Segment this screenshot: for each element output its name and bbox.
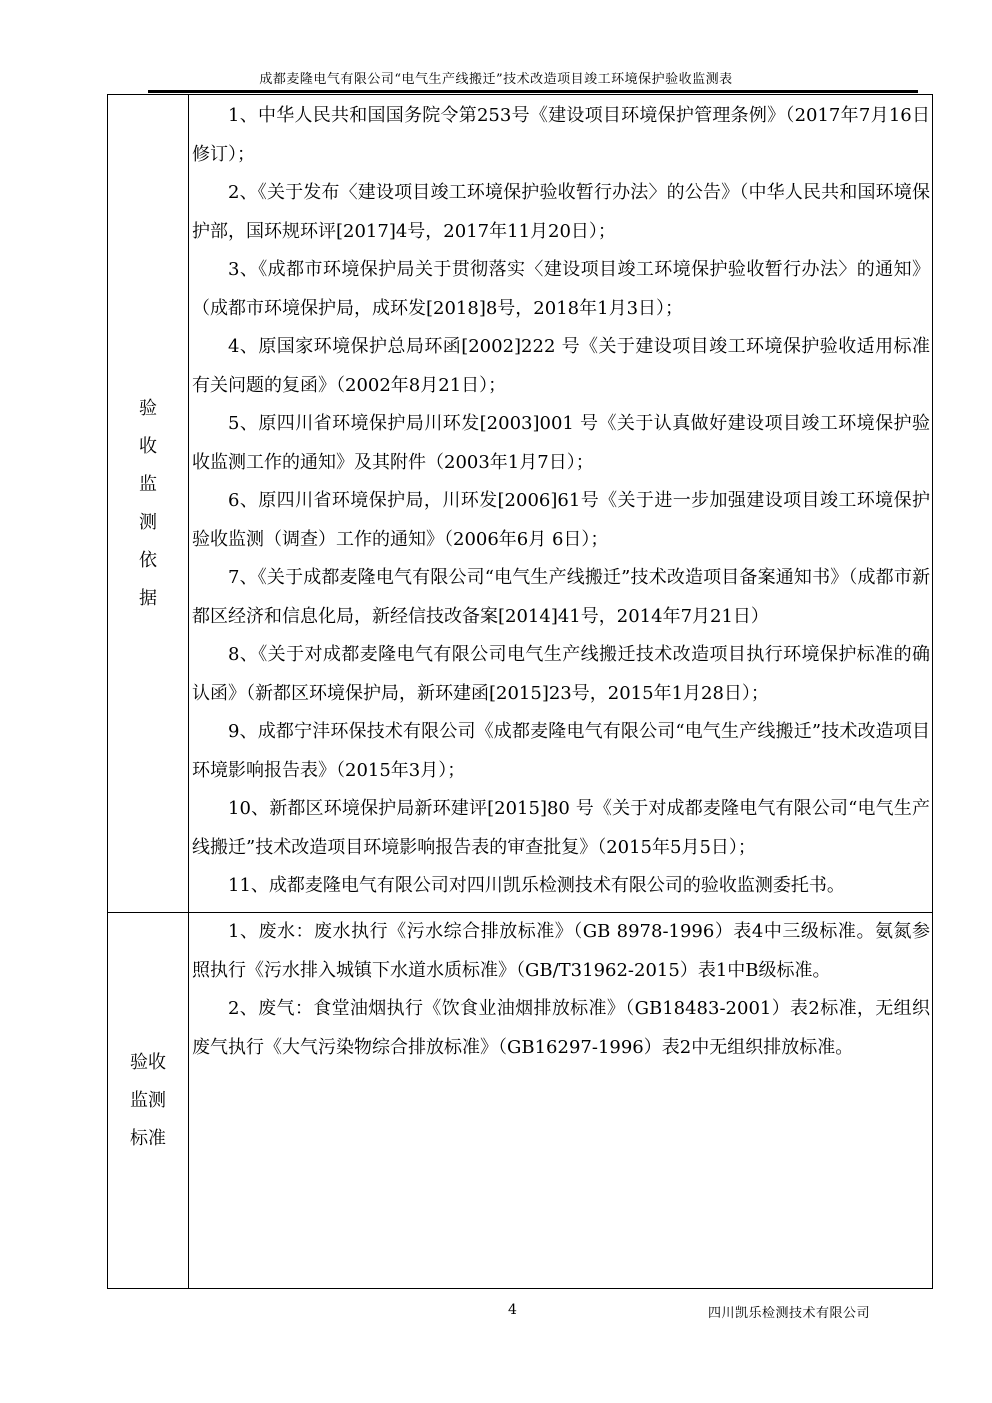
basis-item-8: 8、《关于对成都麦隆电气有限公司电气生产线搬迁技术改造项目执行环境保护标准的确认函》（新都区环境保护局，新环建函[2015]23号，2015年1月28日）； [192,644,930,704]
basis-row [108,95,933,913]
standards-label-line: 监测 [130,1089,166,1111]
basis-label [108,95,189,913]
basis-item-9: 9、成都宁沣环保技术有限公司《成都麦隆电气有限公司“电气生产线搬迁”技术改造项目环境影响报告表》（2015年3月）； [192,721,930,781]
basis-content [189,95,933,913]
standards-item-2: 2、废气：食堂油烟执行《饮食业油烟排放标准》（GB18483-2001）表2标准，无组织废气执行《大气污染物综合排放标准》（GB16297-1996）表2中无组织排放标准。 [192,998,930,1058]
basis-item-10: 10、新都区环境保护局新环建评[2015]80 号《关于对成都麦隆电气有限公司“电气生产线搬迁”技术改造项目环境影响报告表的审查批复》（2015年5月5日）； [192,798,930,858]
page-number: 4 [508,1302,517,1318]
header-rule [148,90,918,93]
basis-item-11: 11、成都麦隆电气有限公司对四川凯乐检测技术有限公司的验收监测委托书。 [228,875,845,896]
standards-content [189,913,933,1289]
standards-label-line: 标准 [130,1127,166,1149]
basis-label-char: 测 [139,511,157,533]
basis-label-char: 据 [139,587,157,609]
page-header: 成都麦隆电气有限公司“电气生产线搬迁”技术改造项目竣工环境保护验收监测表 [259,72,733,87]
basis-label-char: 监 [139,473,157,495]
standards-row [108,913,933,1289]
monitoring-table [107,94,933,1289]
standards-label [108,913,189,1289]
standards-item-1: 1、废水：废水执行《污水综合排放标准》（GB 8978-1996）表4中三级标准。氨氮参照执行《污水排入城镇下水道水质标准》（GB/T31962-2015）表1中B级标准。 [192,921,930,981]
basis-item-4: 4、原国家环境保护总局环函[2002]222 号《关于建设项目竣工环境保护验收适用标准有关问题的复函》（2002年8月21日）； [192,336,930,396]
basis-item-3: 3、《成都市环境保护局关于贯彻落实〈建设项目竣工环境保护验收暂行办法〉的通知》（成都市环境保护局，成环发[2018]8号，2018年1月3日）； [192,259,930,319]
basis-item-7: 7、《关于成都麦隆电气有限公司“电气生产线搬迁”技术改造项目备案通知书》（成都市新都区经济和信息化局，新经信技改备案[2014]41号，2014年7月21日） [192,567,930,627]
basis-label-char: 收 [139,435,157,457]
basis-item-1: 1、中华人民共和国国务院令第253号《建设项目环境保护管理条例》（2017年7月16日修订）； [192,105,930,165]
basis-label-char: 依 [139,549,157,571]
standards-label-line: 验收 [130,1051,166,1073]
basis-label-char: 验 [139,397,157,419]
basis-item-5: 5、原四川省环境保护局川环发[2003]001 号《关于认真做好建设项目竣工环境保护验收监测工作的通知》及其附件（2003年1月7日）； [192,413,930,473]
footer-company: 四川凯乐检测技术有限公司 [708,1306,871,1321]
basis-item-2: 2、《关于发布〈建设项目竣工环境保护验收暂行办法〉的公告》（中华人民共和国环境保护部，国环规环评[2017]4号，2017年11月20日）； [192,182,930,242]
basis-item-6: 6、原四川省环境保护局，川环发[2006]61号《关于进一步加强建设项目竣工环境保护验收监测（调查）工作的通知》（2006年6月 6日）； [192,490,930,550]
